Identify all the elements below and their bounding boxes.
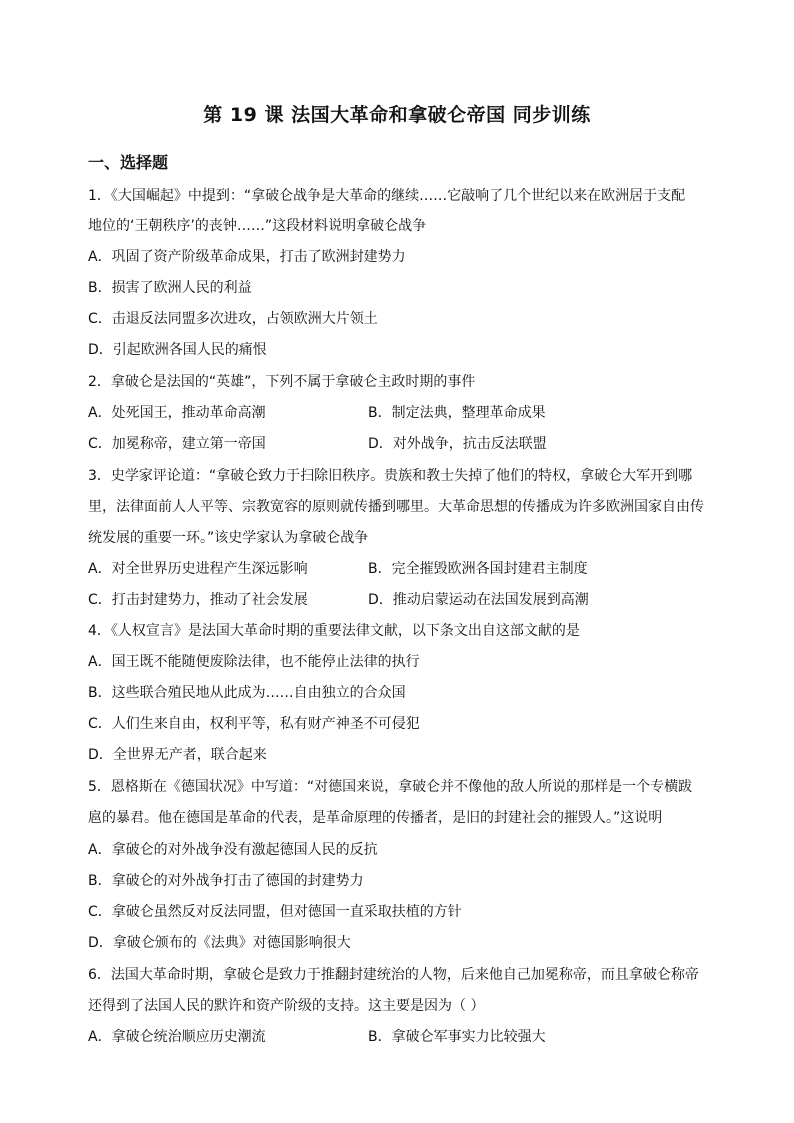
q5-option-b: B．拿破仑的对外战争打击了德国的封建势力	[88, 873, 364, 889]
q4-stem-line1: 4．《人权宣言》是法国大革命时期的重要法律文献，以下条文出自这部文献的是	[88, 623, 580, 639]
q1-stem-line2: 地位的‘王朝秩序’的丧钟……”这段材料说明拿破仑战争	[88, 218, 427, 234]
q3-stem-line2: 里，法律面前人人平等、宗教宽容的原则就传播到哪里。大革命思想的传播成为许多欧洲国家自由传	[88, 499, 704, 515]
q3-option-c: C．打击封建势力，推动了社会发展	[88, 592, 308, 608]
q2-stem-line1: 2．拿破仑是法国的“英雄”，下列不属于拿破仑主政时期的事件	[88, 374, 476, 390]
q2-option-a: A．处死国王，推动革命高潮	[88, 405, 266, 421]
q5-option-d: D．拿破仑颁布的《法典》对德国影响很大	[88, 935, 351, 951]
q5-option-c: C．拿破仑虽然反对反法同盟，但对德国一直采取扶植的方针	[88, 904, 462, 920]
q2-option-d: D．对外战争，抗击反法联盟	[368, 436, 547, 452]
q4-option-a: A．国王既不能随便废除法律，也不能停止法律的执行	[88, 654, 420, 670]
q3-stem-line1: 3．史学家评论道：“拿破仑致力于扫除旧秩序。贵族和教士失掉了他们的特权，拿破仑大军开到哪	[88, 468, 693, 484]
q1-option-c: C．击退反法同盟多次进攻，占领欧洲大片领土	[88, 311, 378, 327]
q6-option-b: B．拿破仑军事实力比较强大	[368, 1029, 546, 1045]
q6-stem-line1: 6．法国大革命时期，拿破仑是致力于推翻封建统治的人物，后来他自己加冕称帝，而且拿破仑称帝	[88, 967, 699, 983]
q5-stem-line2: 扈的暴君。他在德国是革命的代表，是革命原理的传播者，是旧的封建社会的摧毁人。”这说明	[88, 810, 663, 826]
q6-stem-line2: 还得到了法国人民的默许和资产阶级的支持。这主要是因为（ ）	[88, 998, 485, 1014]
q3-option-b: B．完全摧毁欧洲各国封建君主制度	[368, 561, 588, 577]
q4-option-d: D．全世界无产者，联合起来	[88, 747, 267, 763]
q3-stem-line3: 统发展的重要一环。”该史学家认为拿破仑战争	[88, 530, 369, 546]
q1-option-d: D．引起欧洲各国人民的痛恨	[88, 342, 267, 358]
q2-option-b: B．制定法典，整理革命成果	[368, 405, 546, 421]
q5-stem-line1: 5．恩格斯在《德国状况》中写道：“对德国来说，拿破仑并不像他的敌人所说的那样是一个专横跋	[88, 779, 693, 795]
q2-option-c: C．加冕称帝，建立第一帝国	[88, 436, 266, 452]
q1-option-b: B．损害了欧洲人民的利益	[88, 280, 252, 296]
page-title: 第 19 课 法国大革命和拿破仑帝国 同步训练	[203, 104, 591, 126]
q3-option-d: D．推动启蒙运动在法国发展到高潮	[368, 592, 589, 608]
q4-option-c: C．人们生来自由，权利平等，私有财产神圣不可侵犯	[88, 716, 420, 732]
q3-option-a: A．对全世界历史进程产生深远影响	[88, 561, 308, 577]
q5-option-a: A．拿破仑的对外战争没有激起德国人民的反抗	[88, 842, 378, 858]
q1-option-a: A．巩固了资产阶级革命成果，打击了欧洲封建势力	[88, 249, 406, 265]
q6-option-a: A．拿破仑统治顺应历史潮流	[88, 1029, 266, 1045]
q1-stem-line1: 1．《大国崛起》中提到：“拿破仑战争是大革命的继续……它敲响了几个世纪以来在欧洲居于支配	[88, 188, 686, 204]
section-heading: 一、选择题	[88, 153, 169, 172]
q4-option-b: B．这些联合殖民地从此成为……自由独立的合众国	[88, 685, 406, 701]
